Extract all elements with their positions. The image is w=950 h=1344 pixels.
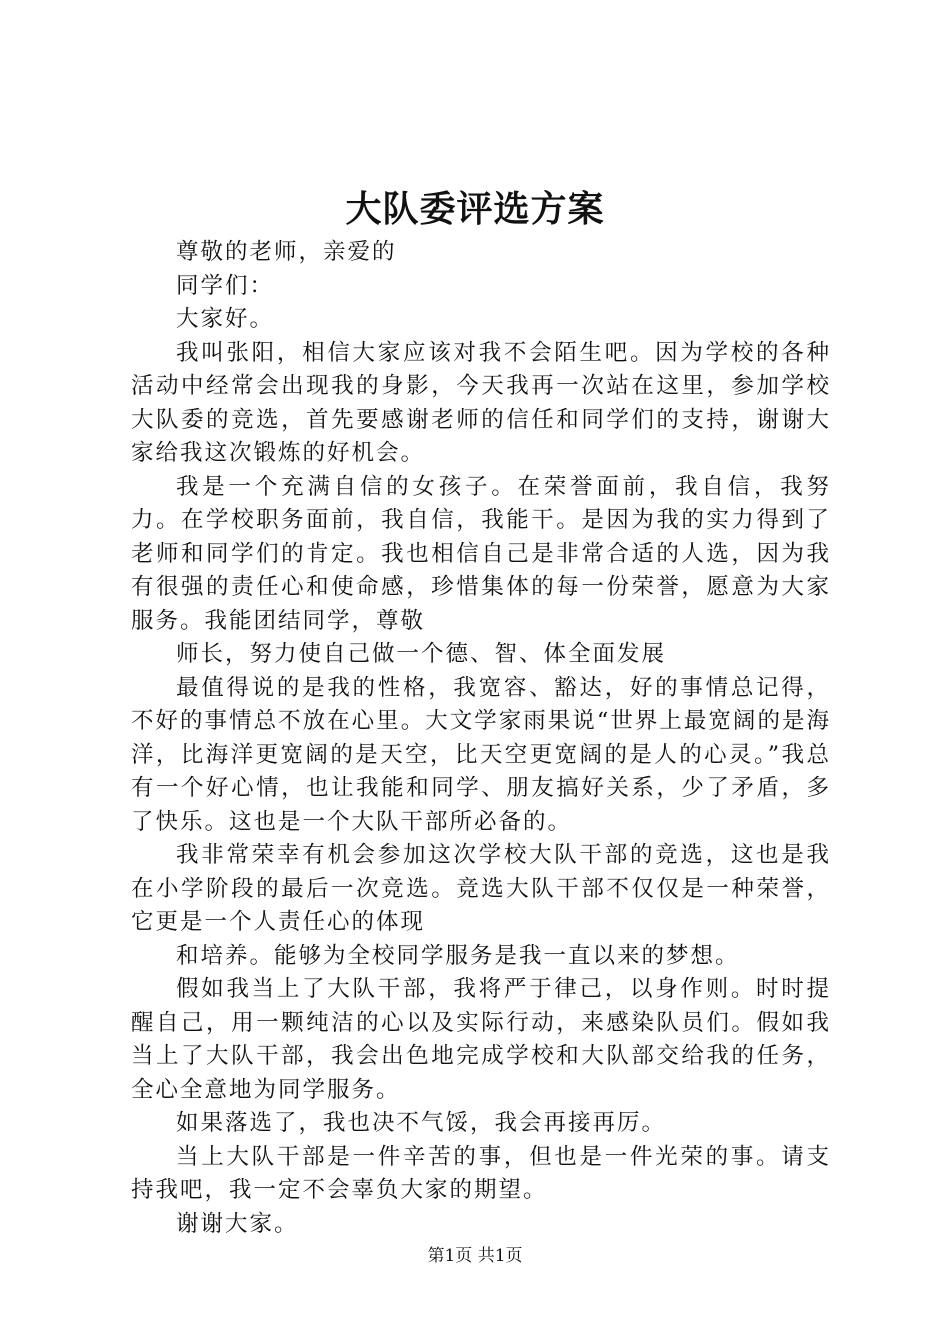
paragraph-development: 师长，努力使自己做一个德、智、体全面发展 [176,641,667,667]
paragraph-salutation-2: 同学们： [176,272,275,299]
paragraph-promise: 假如我当上了大队干部，我将严于律己，以身作则。时时提醒自己，用一颗纯洁的心以及实际行动，来感染队员们。假如我当上了大队干部，我会出色地完成学校和大队部交给我的任务，全心全意地为同学服务。 [131,976,831,1103]
paragraph-confidence: 我是一个充满自信的女孩子。在荣誉面前，我自信，我努力。在学校职务面前，我自信，我能干。是因为我的实力得到了老师和同学们的肯定。我也相信自己是非常合适的人选，因为我有很强的责任心和使命感，珍惜集体的每一份荣誉，愿意为大家服务。我能团结同学，尊敬 [131,473,831,634]
paragraph-support: 当上大队干部是一件辛苦的事，但也是一件光荣的事。请支持我吧，我一定不会辜负大家的期望。 [131,1143,831,1203]
page-number-footer: 第1页 共1页 [427,1246,523,1266]
paragraph-honor: 我非常荣幸有机会参加这次学校大队干部的竞选，这也是我在小学阶段的最后一次竞选。竞选大队干部不仅仅是一种荣誉，它更是一个人责任心的体现 [131,842,831,935]
document-body [131,236,831,1241]
paragraph-if-lose: 如果落选了，我也决不气馁，我会再接再厉。 [176,1110,667,1136]
document-title: 大队委评选方案 [345,188,605,230]
paragraph-salutation-1: 尊敬的老师，亲爱的 [176,239,397,265]
paragraph-personality: 最值得说的是我的性格，我宽容、豁达，好的事情总记得，不好的事情总不放在心里。大文学家雨果说“世界上最宽阔的是海洋，比海洋更宽阔的是天空，比天空更宽阔的是人的心灵。”我总有一个好心情，也让我能和同学、朋友搞好关系，少了矛盾，多了快乐。这也是一个大队干部所必备的。 [131,674,831,835]
paragraph-dream: 和培养。能够为全校同学服务是我一直以来的梦想。 [176,942,740,969]
paragraph-greeting: 大家好。 [176,306,275,332]
paragraph-thanks: 谢谢大家。 [176,1210,299,1237]
paragraph-intro: 我叫张阳，相信大家应该对我不会陌生吧。因为学校的各种活动中经常会出现我的身影，今天我再一次站在这里，参加学校大队委的竞选，首先要感谢老师的信任和同学们的支持，谢谢大家给我这次锻炼的好机会。 [131,339,831,466]
